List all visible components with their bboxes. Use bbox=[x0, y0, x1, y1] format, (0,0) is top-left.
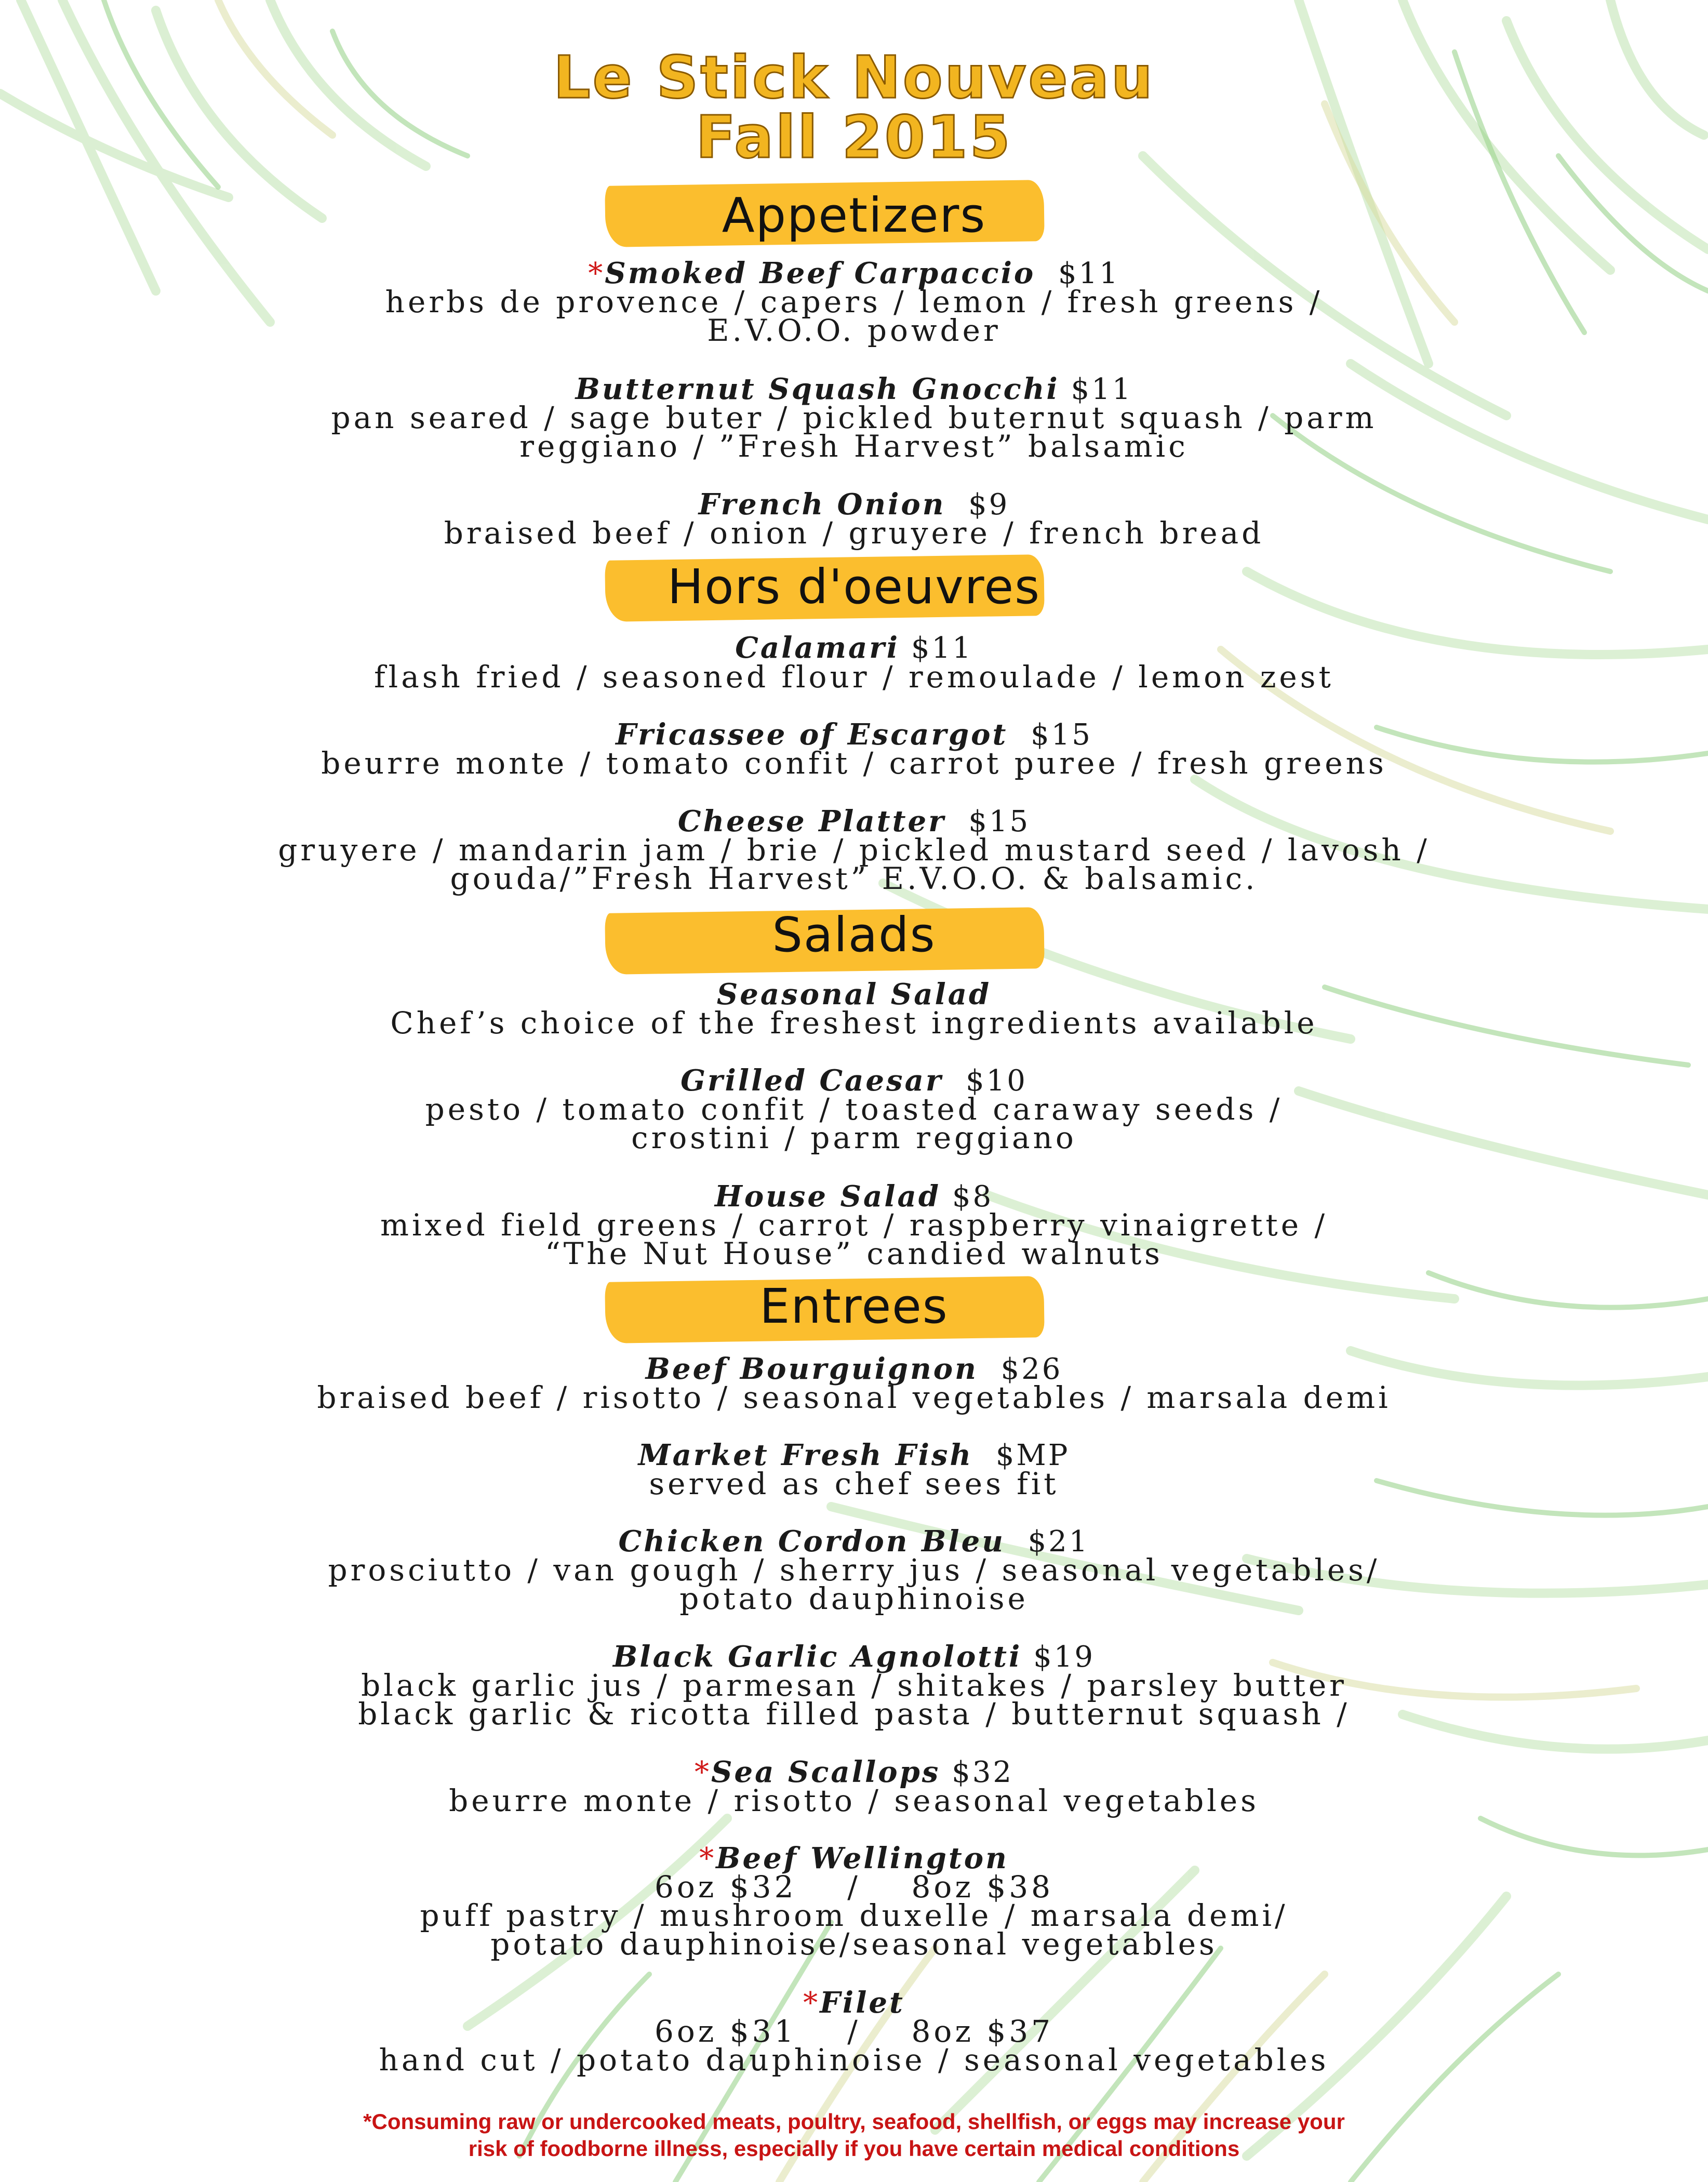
menu-item-name: Seasonal Salad bbox=[716, 977, 992, 1012]
menu-item-name: *Sea Scallops $32 bbox=[695, 1755, 1013, 1789]
health-notice: risk of foodborne illness, especially if you have certain medical conditions bbox=[468, 2136, 1240, 2161]
item-price: $8 bbox=[952, 1180, 994, 1214]
menu-subtitle: Fall 2015 bbox=[696, 104, 1012, 171]
asterisk-mark: * bbox=[803, 1986, 820, 2020]
asterisk-mark: * bbox=[588, 257, 605, 290]
item-description: pan seared / sage buter / pickled buternut squash / parm bbox=[331, 400, 1377, 435]
item-description: black garlic jus / parmesan / shitakes / parsley butter bbox=[361, 1668, 1347, 1703]
section-salads-title: Salads bbox=[772, 907, 936, 963]
item-description: pesto / tomato confit / toasted caraway seeds / bbox=[425, 1092, 1283, 1127]
menu-item-name: Market Fresh Fish $MP bbox=[638, 1438, 1070, 1472]
item-description: gruyere / mandarin jam / brie / pickled mustard seed / lavosh / bbox=[278, 832, 1430, 868]
section-hors-doeuvres-title: Hors d'oeuvres bbox=[667, 559, 1041, 615]
item-price: $11 bbox=[1058, 257, 1120, 290]
item-description: black garlic & ricotta filled pasta / butternut squash / bbox=[358, 1696, 1350, 1732]
item-description: beurre monte / risotto / seasonal vegetables bbox=[449, 1783, 1259, 1818]
item-description: E.V.O.O. powder bbox=[707, 313, 1001, 348]
menu-item-name: French Onion $9 bbox=[698, 487, 1010, 522]
item-description: Chef’s choice of the freshest ingredients available bbox=[390, 1005, 1318, 1041]
item-price: $21 bbox=[1028, 1525, 1090, 1559]
item-description: puff pastry / mushroom duxelle / marsala demi/ bbox=[420, 1898, 1288, 1933]
item-price: $32 bbox=[952, 1755, 1013, 1789]
item-price: $11 bbox=[1071, 372, 1133, 406]
menu-item-name: House Salad $8 bbox=[714, 1179, 994, 1214]
health-notice: *Consuming raw or undercooked meats, poultry, seafood, shellfish, or eggs may increase your bbox=[363, 2109, 1345, 2134]
menu-item-name: Cheese Platter $15 bbox=[677, 804, 1031, 839]
item-price: $9 bbox=[968, 488, 1010, 522]
item-description: hand cut / potato dauphinoise / seasonal vegetables bbox=[379, 2042, 1329, 2078]
asterisk-mark: * bbox=[699, 1842, 716, 1875]
section-appetizers-title: Appetizers bbox=[722, 188, 986, 243]
item-description: “The Nut House” candied walnuts bbox=[545, 1236, 1163, 1271]
menu-title: Le Stick Nouveau bbox=[553, 44, 1155, 112]
item-price: $26 bbox=[1000, 1352, 1063, 1386]
item-description: served as chef sees fit bbox=[649, 1466, 1059, 1501]
item-sizes: 6oz $31 / 8oz $37 bbox=[654, 2014, 1054, 2049]
item-description: herbs de provence / capers / lemon / fresh greens / bbox=[385, 284, 1323, 320]
item-description: potato dauphinoise/seasonal vegetables bbox=[490, 1926, 1218, 1962]
item-description: mixed field greens / carrot / raspberry vinaigrette / bbox=[380, 1207, 1328, 1243]
section-entrees-title: Entrees bbox=[759, 1279, 949, 1334]
item-description: gouda/”Fresh Harvest” E.V.O.O. & balsamic. bbox=[450, 861, 1258, 896]
menu-item-name: *Filet bbox=[803, 1986, 905, 2020]
menu-item-name: Chicken Cordon Bleu $21 bbox=[618, 1524, 1090, 1559]
item-description: potato dauphinoise bbox=[679, 1581, 1029, 1616]
menu-item-name: Black Garlic Agnolotti $19 bbox=[612, 1640, 1096, 1674]
menu-item-name: *Smoked Beef Carpaccio $11 bbox=[588, 256, 1120, 290]
menu-item-name: Fricassee of Escargot $15 bbox=[616, 717, 1092, 752]
item-price: $10 bbox=[965, 1064, 1028, 1098]
item-price: $15 bbox=[968, 805, 1031, 839]
item-description: prosciutto / van gough / sherry jus / seasonal vegetables/ bbox=[328, 1552, 1380, 1588]
menu-item-name: *Beef Wellington bbox=[699, 1841, 1009, 1875]
item-description: reggiano / ”Fresh Harvest” balsamic bbox=[519, 429, 1189, 464]
item-sizes: 6oz $32 / 8oz $38 bbox=[654, 1869, 1054, 1905]
item-price: $MP bbox=[995, 1439, 1070, 1472]
item-price: $15 bbox=[1030, 718, 1092, 752]
item-price: $19 bbox=[1033, 1640, 1096, 1674]
item-description: beurre monte / tomato confit / carrot puree / fresh greens bbox=[321, 746, 1387, 781]
menu-item-name: Beef Bourguignon $26 bbox=[645, 1352, 1063, 1386]
menu-item-name: Butternut Squash Gnocchi $11 bbox=[575, 372, 1133, 406]
item-description: braised beef / onion / gruyere / french bread bbox=[444, 515, 1264, 551]
item-description: braised beef / risotto / seasonal vegetables / marsala demi bbox=[317, 1380, 1391, 1415]
item-description: flash fried / seasoned flour / remoulade / lemon zest bbox=[374, 659, 1334, 695]
asterisk-mark: * bbox=[695, 1755, 712, 1789]
item-price: $11 bbox=[911, 631, 973, 665]
menu-item-name: Grilled Caesar $10 bbox=[680, 1063, 1028, 1098]
item-description: crostini / parm reggiano bbox=[631, 1120, 1077, 1155]
menu-item-name: Calamari $11 bbox=[735, 631, 973, 665]
